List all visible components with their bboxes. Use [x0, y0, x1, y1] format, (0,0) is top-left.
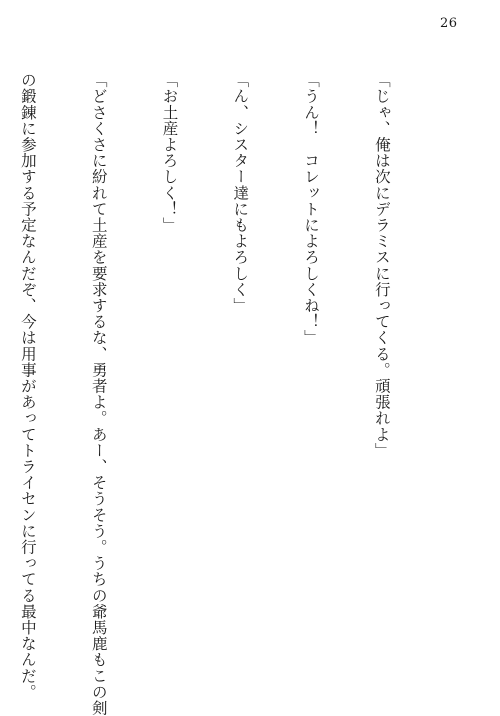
- text-line: 「じゃ、俺は次にデラミスに行ってくる。頑張れよ」: [372, 72, 391, 459]
- vertical-text-body: [0, 72, 440, 716]
- page-number: 26: [440, 16, 458, 31]
- text-line: 「うん！ コレットによろしくね！」: [302, 72, 321, 346]
- text-line: の鍛錬に参加する予定なんだぞ、今は用事があってトライセンに行ってる最中なんだ。: [18, 72, 37, 700]
- text-line: 「どさくさに紛れて土産を要求するな、勇者よ。あー、そうそう。うちの爺馬鹿もこの剣: [89, 72, 108, 716]
- text-line: 「お土産よろしく！」: [160, 72, 179, 233]
- text-line: 「ん、シスター達にもよろしく」: [231, 72, 250, 314]
